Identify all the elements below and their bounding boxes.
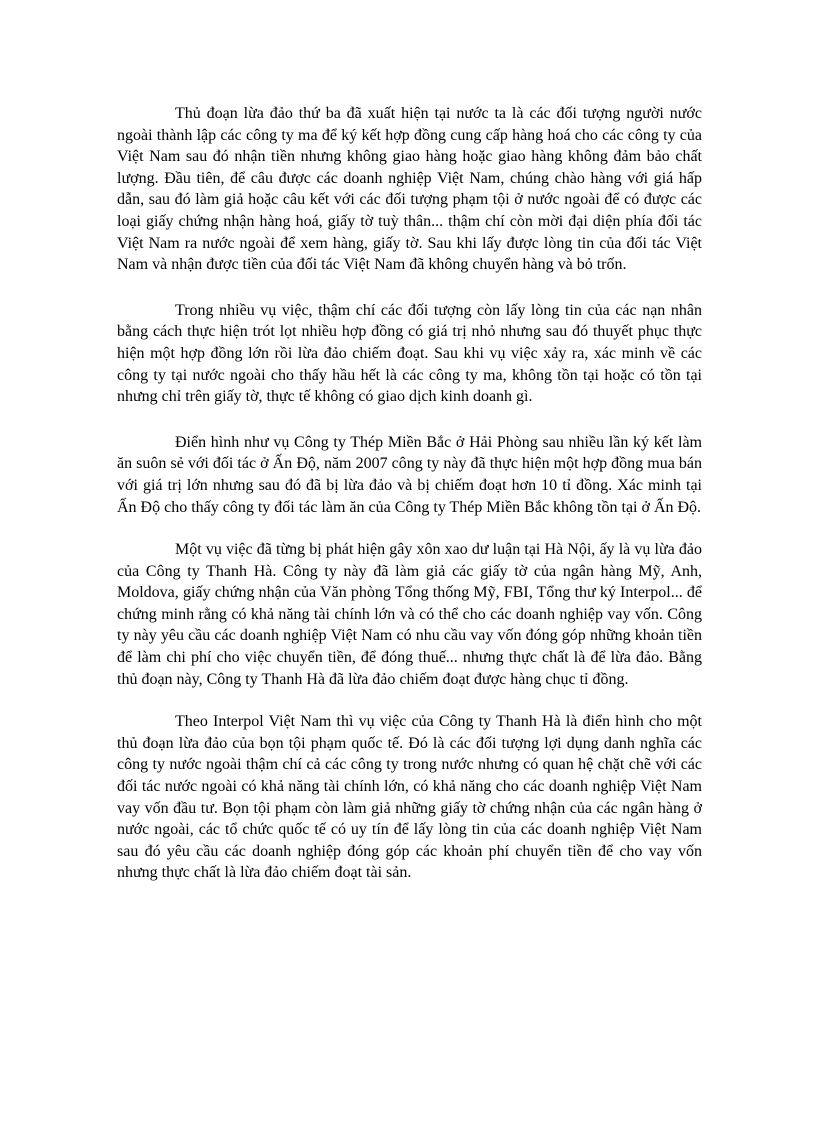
- paragraph-2: Trong nhiều vụ việc, thậm chí các đối tượng còn lấy lòng tin của các nạn nhân bằng cách thực hiện trót lọt nhiều hợp đồng có giá trị nhỏ nhưng sau đó thuyết phục thực hiện một hợp đồng lớn rồi lừa đảo chiếm đoạt. Sau khi vụ việc xảy ra, xác minh về các công ty tại nước ngoài cho thấy hầu hết là các công ty ma, không tồn tại hoặc có tồn tại nhưng chỉ trên giấy tờ, thực tế không có giao dịch kinh doanh gì.: [117, 301, 702, 406]
- paragraph-4: Một vụ việc đã từng bị phát hiện gây xôn xao dư luận tại Hà Nội, ấy là vụ lừa đảo của Công ty Thanh Hà. Công ty này đã làm giả các giấy tờ của ngân hàng Mỹ, Anh, Moldova, giấy chứng nhận của Văn phòng Tổng thống Mỹ, FBI, Tổng thư ký Interpol... để chứng minh rằng có khả năng tài chính lớn và có thể cho các doanh nghiệp vay vốn. Công ty này yêu cầu các doanh nghiệp Việt Nam có nhu cầu vay vốn đóng góp những khoản tiền để làm chi phí cho việc chuyển tiền, để đóng thuế... nhưng thực chất là để lừa đảo. Bằng thủ đoạn này, Công ty Thanh Hà đã lừa đảo chiếm đoạt được hàng chục tỉ đồng.: [117, 541, 702, 688]
- paragraph-1: Thủ đoạn lừa đảo thứ ba đã xuất hiện tại nước ta là các đối tượng người nước ngoài thành lập các công ty ma để ký kết hợp đồng cung cấp hàng hoá cho các công ty của Việt Nam sau đó nhận tiền nhưng không giao hàng hoặc giao hàng không đảm bảo chất lượng. Đầu tiên, để câu được các doanh nghiệp Việt Nam, chúng chào hàng với giá hấp dẫn, sau đó làm giả hoặc câu kết với các đối tượng phạm tội ở nước ngoài để có được các loại giấy chứng nhận hàng hoá, giấy tờ tuỳ thân... thậm chí còn mời đại diện phía đối tác Việt Nam ra nước ngoài để xem hàng, giấy tờ. Sau khi lấy được lòng tin của đối tác Việt Nam và nhận được tiền của đối tác Việt Nam đã không chuyển hàng và bỏ trốn.: [117, 105, 702, 274]
- paragraph-5: Theo Interpol Việt Nam thì vụ việc của Công ty Thanh Hà là điển hình cho một thủ đoạn lừa đảo của bọn tội phạm quốc tế. Đó là các đối tượng lợi dụng danh nghĩa các công ty nước ngoài thậm chí cả các công ty trong nước nhưng có quan hệ chặt chẽ với các đối tác nước ngoài có khả năng tài chính lớn, có khả năng cho các doanh nghiệp Việt Nam vay vốn đầu tư. Bọn tội phạm còn làm giả những giấy tờ chứng nhận của các ngân hàng ở nước ngoài, các tổ chức quốc tế có uy tín để lấy lòng tin của các doanh nghiệp Việt Nam sau đó yêu cầu các doanh nghiệp đóng góp các khoản phí chuyển tiền để cho vay vốn nhưng thực chất là lừa đảo chiếm đoạt tài sản.: [117, 713, 702, 882]
- document-body: [117, 103, 702, 884]
- paragraph-3: Điển hình như vụ Công ty Thép Miền Bắc ở Hải Phòng sau nhiều lần ký kết làm ăn suôn sẻ với đối tác ở Ấn Độ, năm 2007 công ty này đã thực hiện một hợp đồng mua bán với giá trị lớn nhưng sau đó đã bị lừa đảo và bị chiếm đoạt hơn 10 tỉ đồng. Xác minh tại Ấn Độ cho thấy công ty đối tác làm ăn của Công ty Thép Miền Bắc không tồn tại ở Ấn Độ.: [117, 433, 702, 516]
